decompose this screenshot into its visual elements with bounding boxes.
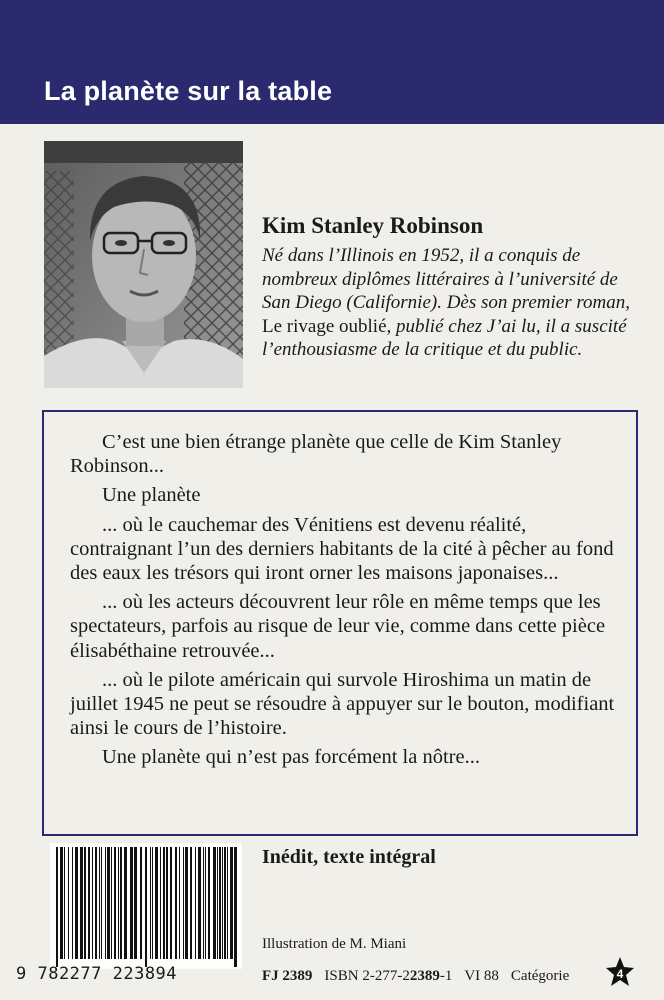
blurb-paragraph: ... où les acteurs découvrent leur rôle en même temps que les spectateurs, parfois au risque de leur vie, comme dans cette pièce élisabéthaine retrouvée... xyxy=(70,591,606,662)
barcode-bar xyxy=(120,847,122,959)
barcode-bar xyxy=(170,847,172,959)
author-bio-publisher: J’ai lu xyxy=(486,315,536,337)
barcode-bar xyxy=(111,847,112,959)
barcode-bar xyxy=(198,847,201,959)
barcode-bar xyxy=(107,847,110,959)
author-name: Kim Stanley Robinson xyxy=(262,213,484,238)
barcode-bar xyxy=(105,847,106,959)
author-bio-part-2: , publié chez xyxy=(386,315,487,337)
catalog-date: VI 88 xyxy=(464,968,499,984)
barcode-digits: 9 782277 223894 xyxy=(16,964,178,984)
barcode-bar xyxy=(185,847,188,959)
author-bio xyxy=(262,244,647,362)
barcode-bar xyxy=(234,847,237,967)
author-bio-part-1: Né dans l’Illinois en 1952, il a conquis de nombreux diplômes littéraires à l’université de San Diego (Californie). Dès son premier roman, xyxy=(262,245,631,313)
barcode-bar xyxy=(155,847,158,959)
barcode-bar xyxy=(230,847,233,959)
barcode-bar xyxy=(84,847,86,959)
barcode-bar xyxy=(183,847,184,959)
barcode-bar xyxy=(118,847,119,959)
barcode-bar xyxy=(114,847,116,959)
barcode-bar xyxy=(190,847,192,959)
header-band xyxy=(0,0,664,124)
edition-note: Inédit, texte intégral xyxy=(262,846,436,868)
barcode-bar xyxy=(217,847,218,959)
barcode-bar xyxy=(130,847,133,959)
category-label: Catégorie xyxy=(510,968,570,984)
author-block xyxy=(262,212,647,362)
barcode-bar xyxy=(166,847,168,959)
barcode-bar xyxy=(101,847,102,959)
barcode-bar xyxy=(56,847,58,967)
barcode-bar xyxy=(205,847,206,959)
barcode-bar xyxy=(92,847,93,959)
barcode-bar xyxy=(75,847,78,959)
blurb-paragraph: C’est une bien étrange planète que celle de Kim Stanley Robinson... xyxy=(70,431,562,478)
author-photo xyxy=(44,141,243,388)
barcode-bar xyxy=(134,847,137,959)
barcode-bar xyxy=(213,847,216,959)
isbn-suffix: -1 xyxy=(439,968,453,984)
category-value: 4 xyxy=(616,967,624,981)
author-bio-novel-title: Le rivage oublié xyxy=(262,315,387,337)
catalog-fj-number: FJ 2389 xyxy=(262,968,313,984)
illustration-credit: Illustration de M. Miani xyxy=(262,936,407,952)
barcode-bar xyxy=(152,847,153,959)
blurb-text xyxy=(70,430,630,770)
barcode-bar xyxy=(124,847,127,959)
blurb-paragraph: ... où le cauchemar des Vénitiens est devenu réalité, contraignant l’un des derniers habitants de la cité à pêcher au fond des eaux les trésors qui iront orner les maisons japonaises... xyxy=(70,513,614,585)
barcode-bar xyxy=(68,847,69,959)
barcode-bar xyxy=(175,847,177,959)
barcode-bar xyxy=(88,847,90,959)
blurb-paragraph: ... où le pilote américain qui survole Hiroshima un matin de juillet 1945 ne peut se résoudre à appuyer sur le bouton, modifiant ainsi le cours de l’histoire. xyxy=(70,668,615,740)
barcode-bars xyxy=(50,843,242,969)
barcode-bar xyxy=(219,847,221,959)
barcode-bar xyxy=(208,847,210,959)
isbn-bold-part: 2389 xyxy=(409,968,440,984)
barcode-bar xyxy=(72,847,73,959)
blurb-paragraph: Une planète qui n’est pas forcément la nôtre... xyxy=(102,746,480,769)
barcode-bar xyxy=(145,847,147,967)
barcode-bar xyxy=(64,847,65,959)
catalog-line xyxy=(262,968,569,985)
barcode xyxy=(50,843,242,969)
author-portrait-image xyxy=(44,141,243,388)
blurb-paragraph: Une planète xyxy=(102,484,201,507)
barcode-bar xyxy=(60,847,63,959)
author-bio-part-3: , il a suscité l’enthousiasme de la critique et du public. xyxy=(262,315,627,360)
barcode-bar xyxy=(222,847,223,959)
barcode-bar xyxy=(195,847,196,959)
barcode-bar xyxy=(179,847,180,959)
barcode-bar xyxy=(227,847,228,959)
book-title: La planète sur la table xyxy=(44,76,333,106)
barcode-bar xyxy=(224,847,226,959)
barcode-bar xyxy=(95,847,97,959)
barcode-bar xyxy=(80,847,83,959)
barcode-bar xyxy=(99,847,100,959)
isbn-prefix: ISBN 2-277-2 xyxy=(324,968,410,984)
barcode-bar xyxy=(203,847,204,959)
barcode-bar xyxy=(160,847,161,959)
category-star-icon xyxy=(605,956,635,988)
barcode-bar xyxy=(163,847,165,959)
barcode-bar xyxy=(140,847,142,959)
blurb-box xyxy=(42,410,638,836)
barcode-bar xyxy=(150,847,151,959)
